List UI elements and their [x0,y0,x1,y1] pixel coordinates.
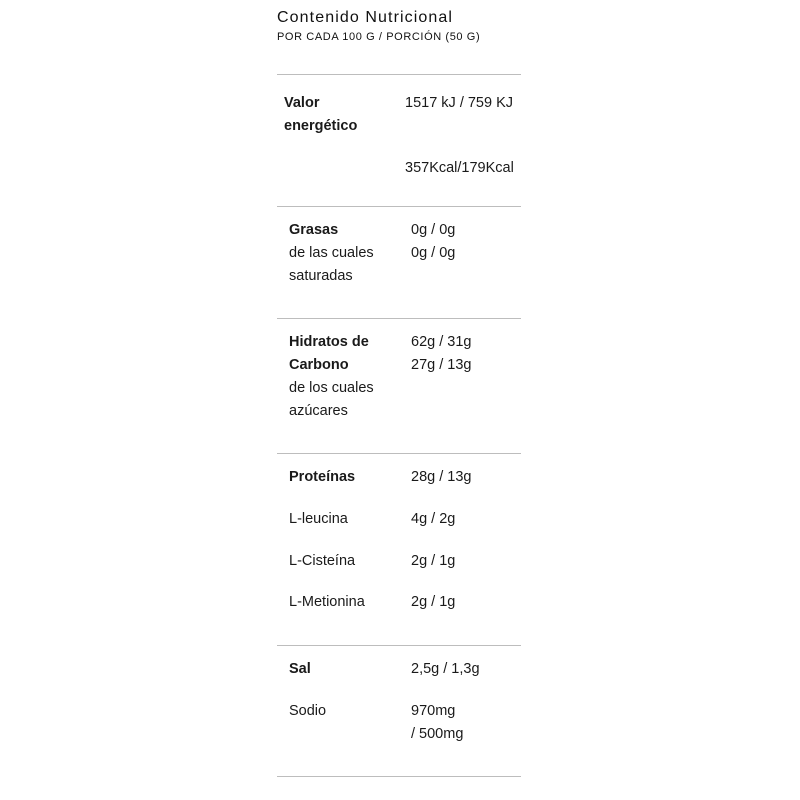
salt-label: Sal [289,661,311,677]
carbs-value: 62g / 31g [411,334,472,350]
amino-acid-label: L-Metionina [289,594,365,610]
divider [277,776,521,777]
amino-acid-value: 2g / 1g [411,553,456,569]
amino-acid-label: L-Cisteína [289,553,356,569]
divider [277,645,521,646]
divider [277,453,521,454]
page-title: Contenido Nutricional [277,9,454,26]
sodium-value: / 500mg [411,726,464,742]
energy-kj-value: 1517 kJ / 759 KJ [405,95,514,111]
salt-value: 2,5g / 1,3g [411,661,480,677]
proteins-value: 28g / 13g [411,469,472,485]
divider [277,74,521,75]
proteins-label: Proteínas [289,469,356,485]
fats-value: 0g / 0g [411,222,456,238]
saturated-fats-label: de las cuales [289,245,374,261]
page-subtitle: POR CADA 100 G / PORCIÓN (50 G) [277,31,481,43]
amino-acid-value: 2g / 1g [411,594,456,610]
carbs-label: Carbono [289,357,349,373]
energy-label: Valor [284,95,320,111]
energy-label: energético [284,118,358,134]
energy-kcal-value: 357Kcal/179Kcal [405,160,514,176]
divider [277,318,521,319]
saturated-fats-value: 0g / 0g [411,245,456,261]
sugars-label: de los cuales [289,380,374,396]
sodium-value: 970mg [411,703,456,719]
amino-acid-label: L-leucina [289,511,348,527]
divider [277,206,521,207]
sugars-value: 27g / 13g [411,357,472,373]
saturated-fats-label: saturadas [289,268,353,284]
carbs-label: Hidratos de [289,334,369,350]
sugars-label: azúcares [289,403,348,419]
amino-acid-value: 4g / 2g [411,511,456,527]
fats-label: Grasas [289,222,339,238]
sodium-label: Sodio [289,703,327,719]
